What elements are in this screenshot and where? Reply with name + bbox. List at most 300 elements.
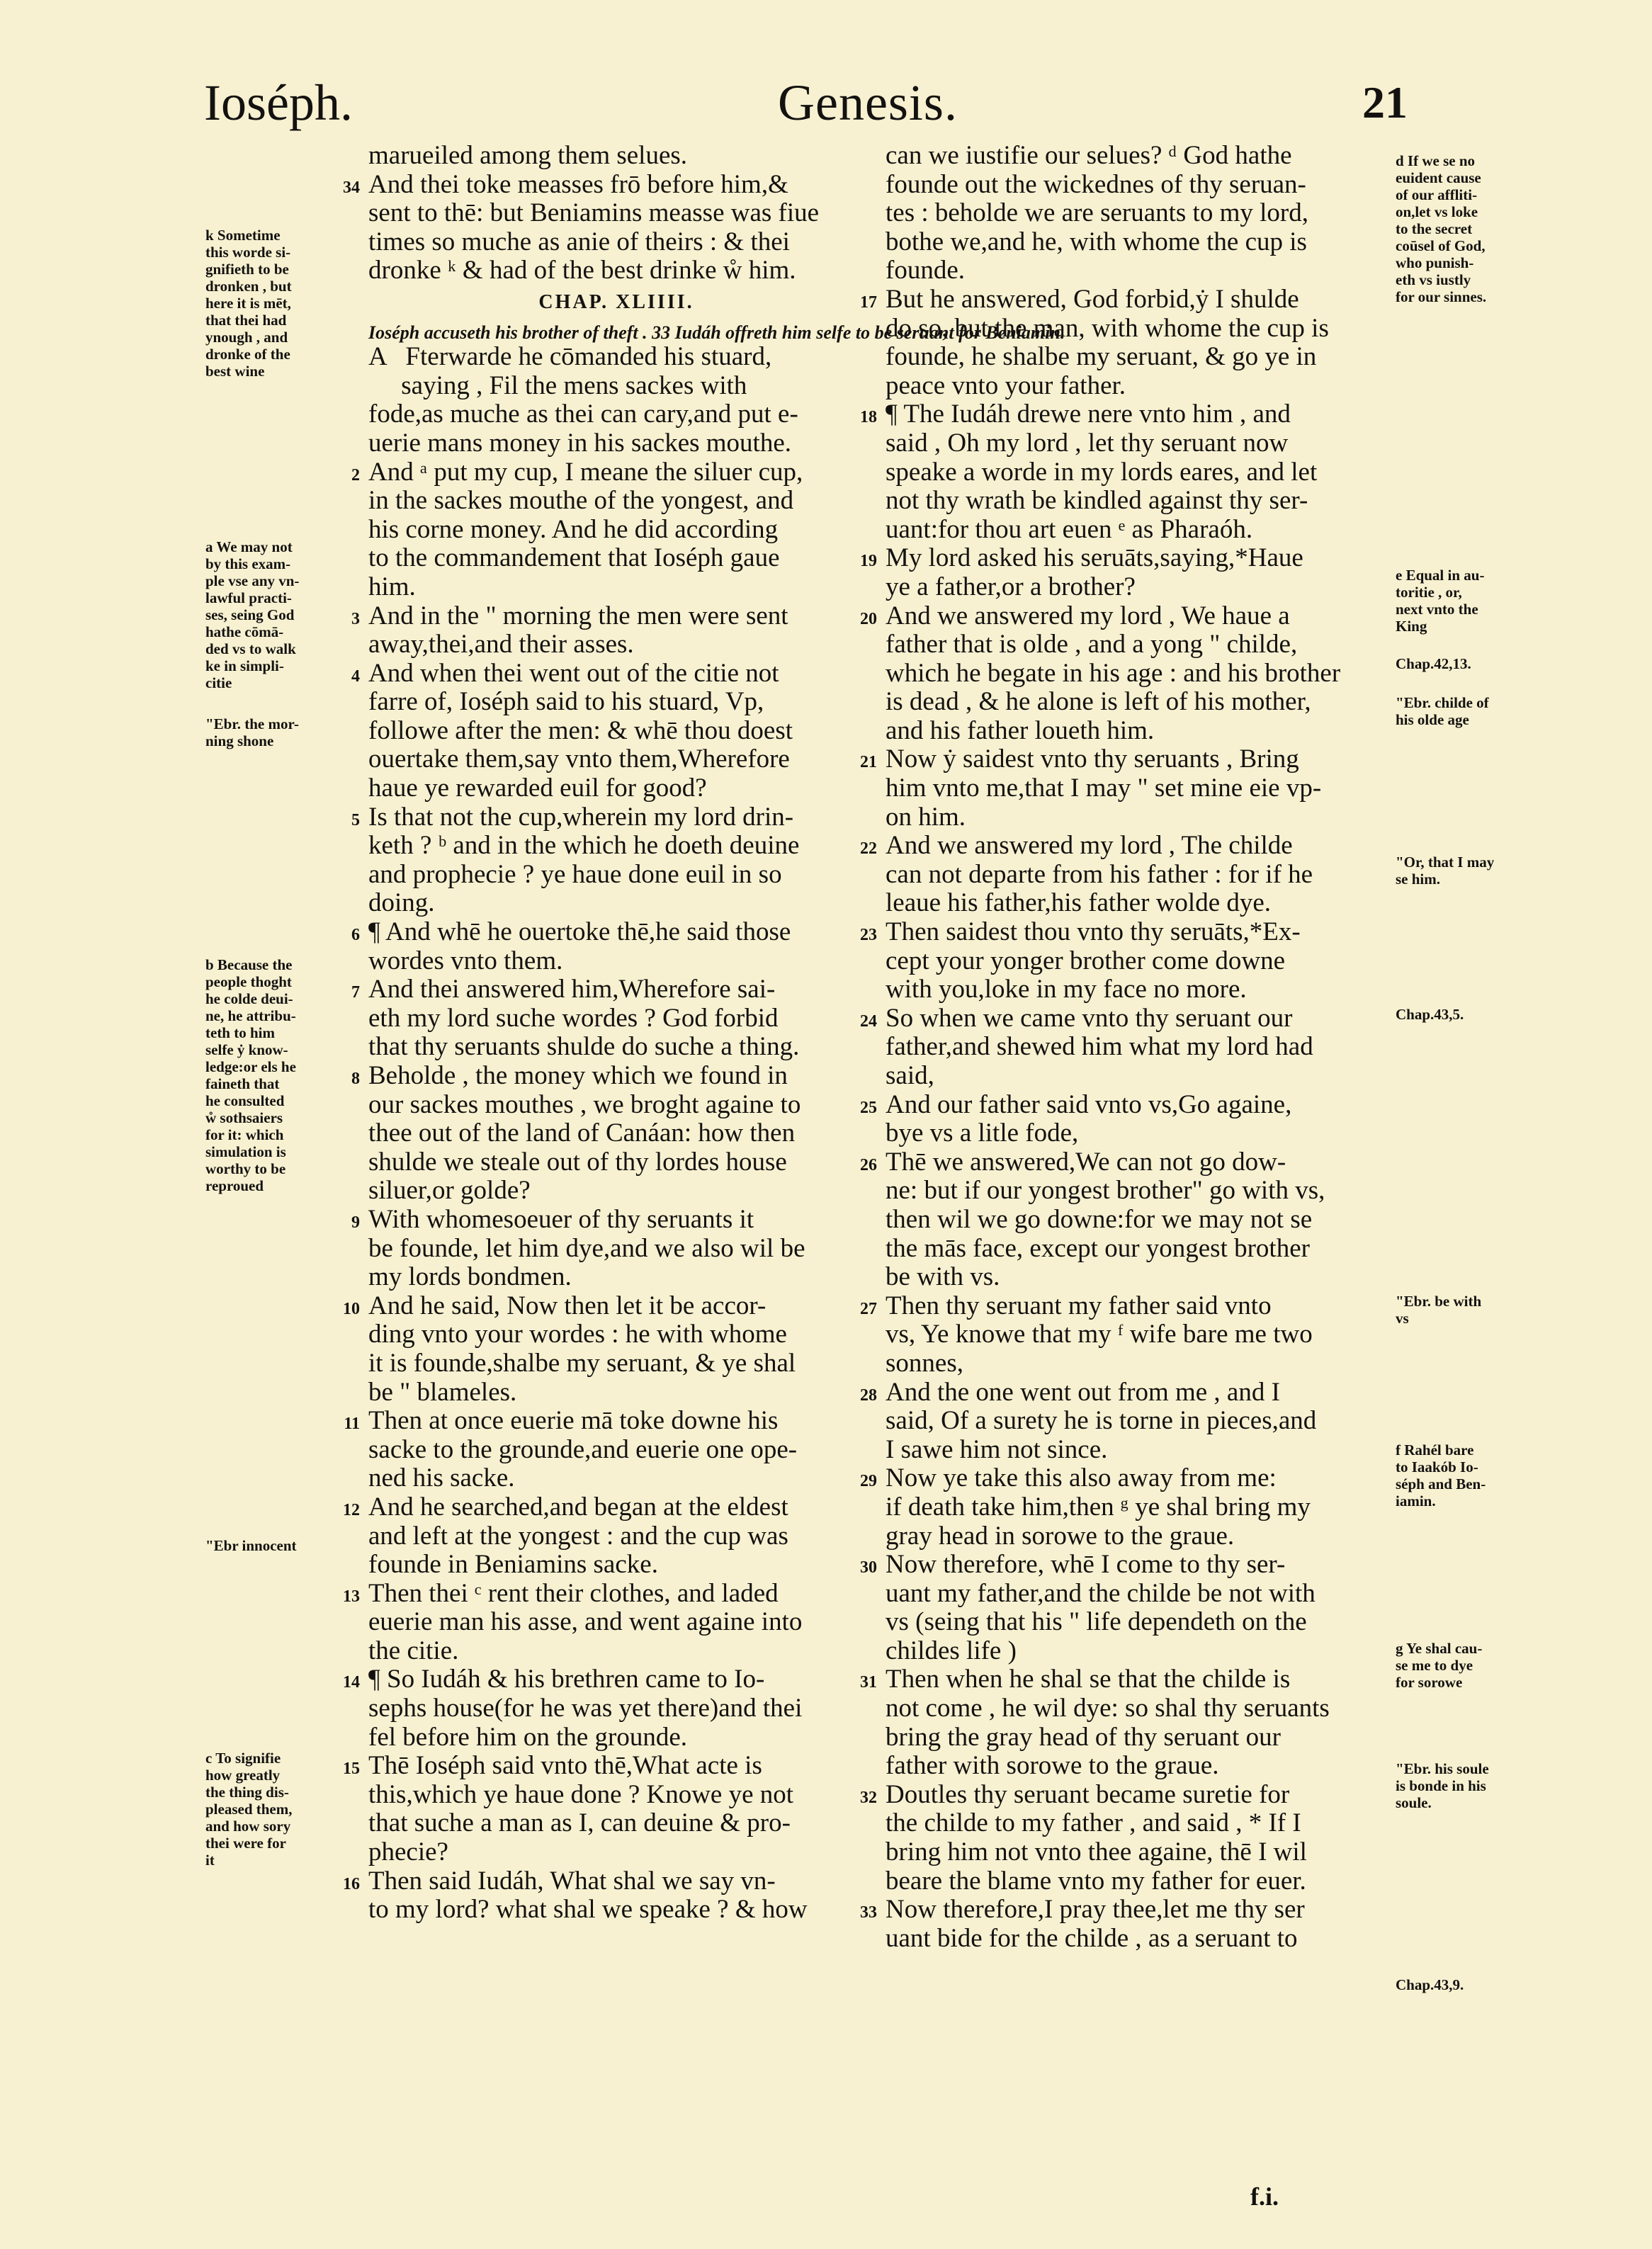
line-text: my lords bondmen. (368, 1262, 572, 1292)
line-text: bye vs a litle fode, (886, 1118, 1079, 1148)
text-line (886, 1637, 1381, 1666)
text-line (351, 1061, 864, 1091)
text-line (886, 688, 1381, 717)
line-text: Then said Iudáh, What shal we say vn- (368, 1866, 776, 1896)
running-head-title: Genesis. (778, 74, 958, 131)
margin-note: Chap.43,9. (1396, 1976, 1464, 1993)
line-text: uant my father,and the childe be not with (886, 1578, 1316, 1608)
line-text: the childe to my father , and said , * If I (886, 1808, 1301, 1838)
text-line (886, 1436, 1381, 1465)
text-line (860, 543, 1381, 573)
text-line (860, 1463, 1381, 1493)
text-line (886, 1723, 1381, 1752)
margin-note: "Or, that I may se him. (1396, 854, 1495, 888)
line-text: sent to thē: but Beniamins measse was fiue (368, 198, 820, 228)
text-line (860, 1147, 1381, 1177)
line-text: wordes vnto them. (368, 946, 563, 975)
text-line (343, 1492, 864, 1522)
text-line (886, 717, 1381, 746)
line-text: And thei toke measses frō before him,& (368, 169, 788, 199)
line-text: Doutles thy seruant became suretie for (886, 1779, 1290, 1809)
text-line (351, 1204, 864, 1235)
text-line (368, 688, 864, 717)
text-line (368, 832, 864, 861)
line-text: And when thei went out of the citie not (368, 658, 779, 688)
line-text: this,which ye haue done ? Knowe ye not (368, 1779, 794, 1809)
verse-number: 3 (351, 609, 360, 628)
text-line (886, 1838, 1381, 1867)
verse-number: 4 (351, 667, 360, 686)
verse-number: 9 (351, 1213, 360, 1232)
line-text: him vnto me,that I may " set mine eie vp- (886, 774, 1322, 803)
line-text: ne: but if our yongest brother" go with vs, (886, 1176, 1325, 1206)
line-text: doing. (368, 888, 435, 918)
text-line (368, 343, 864, 372)
line-text: And thei answered him,Wherefore sai- (368, 975, 776, 1004)
verse-number: 30 (860, 1558, 877, 1577)
line-text: founde. (886, 256, 965, 285)
text-line (368, 630, 864, 659)
line-text: And ᵃ put my cup, I meane the siluer cup, (368, 457, 803, 487)
verse-number: 6 (351, 926, 360, 945)
line-text: My lord asked his seruāts,saying,*Haue (886, 543, 1303, 573)
line-text: founde out the wickednes of thy seruan- (886, 169, 1306, 199)
line-text: uerie mans money in his sackes mouthe. (368, 428, 792, 458)
text-line (368, 1694, 864, 1723)
text-line (344, 1406, 864, 1436)
text-line (886, 1522, 1381, 1551)
line-text: in the sackes mouthe of the yongest, and (368, 486, 794, 516)
line-text: uant:for thou art euen ᵉ as Pharaóh. (886, 514, 1253, 544)
line-text: said , Oh my lord , let thy seruant now (886, 428, 1289, 458)
line-text: Now therefore,I pray thee,let me thy ser (886, 1895, 1305, 1925)
text-line (351, 917, 864, 947)
line-text: the mās face, except our yongest brother (886, 1233, 1310, 1263)
page-number: 21 (1362, 77, 1408, 128)
text-line (351, 658, 864, 689)
line-text: not thy wrath be kindled against thy ser- (886, 486, 1308, 516)
verse-number: 11 (344, 1415, 360, 1434)
verse-number: 8 (351, 1070, 360, 1088)
text-line (351, 457, 864, 487)
line-text: the citie. (368, 1636, 459, 1665)
verse-number: 31 (860, 1673, 877, 1692)
line-text: then wil we go downe:for we may not se (886, 1204, 1313, 1234)
line-text: ouertake them,say vnto them,Wherefore (368, 744, 790, 774)
line-text: his corne money. And he did according (368, 514, 779, 544)
line-text: father,and shewed him what my lord had (886, 1032, 1313, 1062)
text-line (368, 228, 864, 257)
text-line (860, 1779, 1381, 1810)
line-text: is dead , & he alone is left of his mother, (886, 687, 1311, 717)
text-line (860, 1089, 1381, 1120)
text-line (368, 1723, 864, 1752)
line-text: And he said, Now then let it be accor- (368, 1291, 766, 1320)
line-text: that thy seruants shulde do suche a thing. (368, 1032, 800, 1062)
line-text: ding vnto your wordes : he with whome (368, 1320, 787, 1349)
text-line (860, 917, 1381, 947)
line-text: Beholde , the money which we found in (368, 1061, 788, 1090)
line-text: shulde we steale out of thy lordes house (368, 1147, 787, 1177)
text-line (368, 429, 864, 458)
line-text: saying , Fil the mens sackes with (368, 370, 747, 400)
verse-number: 34 (343, 178, 360, 197)
text-line (368, 573, 864, 602)
text-line (860, 1895, 1381, 1925)
margin-note: b Because the people thoght he colde deui- ne, he attribu- teth to him selfe ẏ know- ledge:or els he faineth that he consulted ẘ sothsaiers for it: which simulation is worthy to be reproued (205, 956, 296, 1194)
text-line (886, 975, 1381, 1004)
line-text: father that is olde , and a yong " childe, (886, 630, 1298, 659)
text-line (368, 372, 864, 401)
text-line (368, 1320, 864, 1349)
verse-number: 25 (860, 1098, 877, 1117)
verse-number: 18 (860, 408, 877, 427)
text-line (343, 1291, 864, 1321)
text-line (860, 601, 1381, 631)
text-line (886, 803, 1381, 832)
line-text: haue ye rewarded euil for good? (368, 774, 707, 803)
margin-note: "Ebr. the mor- ning shone (205, 715, 300, 749)
line-text: Now therefore, whē I come to thy ser- (886, 1550, 1286, 1580)
text-line (368, 1148, 864, 1177)
line-text: ye a father,or a brother? (886, 572, 1136, 601)
line-text: Then when he shal se that the childe is (886, 1665, 1291, 1694)
line-text: vs (seing that his " life dependeth on the (886, 1607, 1307, 1637)
line-text: bring the gray head of thy seruant our (886, 1722, 1281, 1752)
verse-number: 27 (860, 1299, 877, 1318)
line-text: times so muche as anie of theirs : & thei (368, 227, 790, 256)
margin-note: Chap.43,5. (1396, 1006, 1464, 1023)
line-text: that suche a man as I, can deuine & pro- (368, 1808, 791, 1838)
text-line (368, 1896, 864, 1925)
text-line (860, 831, 1381, 861)
line-text: gray head in sorowe to the graue. (886, 1521, 1235, 1551)
text-line (886, 1580, 1381, 1609)
text-line (343, 1665, 864, 1694)
text-line (886, 516, 1381, 545)
line-text: founde, he shalbe my seruant, & go ye in (886, 342, 1317, 372)
chapter-summary: Ioséph accuseth his brother of theft . 33 Iudáh offreth him selfe to be seruant for Beniamin. (368, 322, 1065, 343)
line-text: be " blameles. (368, 1377, 517, 1407)
text-line (368, 516, 864, 545)
line-text: father with sorowe to the graue. (886, 1751, 1219, 1781)
text-line (368, 544, 864, 573)
line-text: eth my lord suche wordes ? God forbid (368, 1003, 779, 1033)
line-text: vs, Ye knowe that my ᶠ wife bare me two (886, 1320, 1313, 1349)
margin-note: d If we se no euident cause of our affliti- on,let vs loke to the secret coūsel of God, who punish- eth vs iustly for our sinnes. (1396, 152, 1487, 305)
line-text: beare the blame vnto my father for euer. (886, 1866, 1306, 1896)
verse-number: 16 (343, 1874, 360, 1893)
running-head-left: Ioséph. (204, 74, 353, 131)
line-text: our sackes mouthes , we broght againe to (368, 1089, 801, 1119)
margin-note: a We may not by this exam- ple vse any vn- lawful practi- ses, seing God hathe cōmā- ded vs to walk ke in simpli- citie (205, 538, 300, 691)
verse-number: 10 (343, 1299, 360, 1318)
chapter-heading: CHAP. XLIIII. (538, 290, 694, 313)
line-text: Then thy seruant my father said vnto (886, 1291, 1272, 1320)
verse-number: 22 (860, 839, 877, 859)
line-text: and prophecie ? ye haue done euil in so (368, 859, 782, 889)
text-line (886, 1752, 1381, 1781)
text-line (368, 1177, 864, 1206)
text-line (351, 601, 864, 631)
line-text: if death take him,then ᵍ ye shal bring my (886, 1492, 1311, 1522)
line-text: bothe we,and he, with whome the cup is (886, 227, 1307, 256)
verse-number: 23 (860, 926, 877, 945)
text-line (886, 1263, 1381, 1292)
verse-number: 2 (351, 465, 360, 485)
text-line (886, 573, 1381, 602)
text-line (886, 1608, 1381, 1637)
verse-number: 29 (860, 1472, 877, 1491)
line-text: thee out of the land of Canáan: how then (368, 1118, 796, 1148)
text-line (860, 1291, 1381, 1321)
margin-note: g Ye shal cau- se me to dye for sorowe (1396, 1640, 1483, 1691)
line-text: be founde, let him dye,and we also wil be (368, 1233, 805, 1263)
line-text: on him. (886, 802, 966, 832)
line-text: said, Of a surety he is torne in pieces,and (886, 1406, 1317, 1436)
line-text: Thē we answered,We can not go dow- (886, 1147, 1286, 1177)
line-text: siluer,or golde? (368, 1176, 531, 1206)
text-line (886, 1235, 1381, 1264)
text-line (343, 169, 864, 200)
text-line (368, 861, 864, 890)
text-line (886, 429, 1381, 458)
verse-number: 32 (860, 1788, 877, 1807)
line-text: marueiled among them selues. (368, 141, 688, 170)
text-line (368, 1464, 864, 1493)
text-line (351, 802, 864, 832)
text-line (860, 1003, 1381, 1033)
verse-number: 17 (860, 293, 877, 312)
line-text: fel before him on the grounde. (368, 1722, 688, 1752)
line-text: childes life ) (886, 1636, 1017, 1665)
text-line (886, 256, 1381, 285)
text-line (886, 889, 1381, 918)
line-text: And we answered my lord , The childe (886, 831, 1293, 861)
line-text: and left at the yongest : and the cup was (368, 1521, 788, 1551)
line-text: fode,as muche as thei can cary,and put e- (368, 400, 798, 429)
text-line (368, 487, 864, 516)
line-text: Now ẏ saidest vnto thy seruants , Bring (886, 744, 1299, 774)
verse-number: 15 (343, 1760, 360, 1779)
text-line (368, 1378, 864, 1407)
line-text: ¶ And whē he ouertoke thē,he said those (368, 917, 791, 947)
line-text: him. (368, 572, 416, 601)
verse-number: 33 (860, 1903, 877, 1922)
verse-number: 28 (860, 1386, 877, 1405)
verse-number: 26 (860, 1155, 877, 1174)
text-line (886, 1119, 1381, 1148)
line-text: which he begate in his age : and his brother (886, 658, 1341, 688)
line-text: euerie man his asse, and went againe into (368, 1607, 803, 1637)
verse-number: 13 (343, 1587, 360, 1606)
text-line (886, 630, 1381, 659)
text-line (886, 1925, 1381, 1954)
text-line (368, 1119, 864, 1148)
line-text: And our father said vnto vs,Go againe, (886, 1089, 1292, 1119)
text-line (886, 774, 1381, 803)
text-line (886, 861, 1381, 890)
text-line (351, 975, 864, 1004)
text-line (860, 1550, 1381, 1580)
text-line (368, 889, 864, 918)
text-line (886, 1349, 1381, 1378)
text-line (368, 1263, 864, 1292)
line-text: it is founde,shalbe my seruant, & ye shal (368, 1348, 796, 1378)
verse-number: 14 (343, 1673, 360, 1692)
margin-note: "Ebr. childe of his olde age (1396, 694, 1489, 728)
line-text: ¶ So Iudáh & his brethren came to Io- (368, 1665, 765, 1694)
text-line (886, 1033, 1381, 1062)
verse-number: 7 (351, 983, 360, 1002)
text-line (886, 487, 1381, 516)
text-line (368, 947, 864, 976)
text-line (368, 1838, 864, 1867)
line-text: speake a worde in my lords eares, and let (886, 457, 1318, 487)
text-line (368, 1551, 864, 1580)
text-line (368, 1637, 864, 1666)
text-column-right (860, 141, 1381, 1953)
text-line (886, 1177, 1381, 1206)
line-text: ¶ The Iudáh drewe nere vnto him , and (886, 400, 1291, 429)
line-text: Is that not the cup,wherein my lord drin- (368, 802, 794, 832)
text-line (368, 1608, 864, 1637)
line-text: founde in Beniamins sacke. (368, 1550, 658, 1580)
line-text: dronke ᵏ & had of the best drinke ẘ him. (368, 256, 796, 285)
line-text: uant bide for the childe , as a seruant to (886, 1923, 1298, 1953)
line-text: tes : beholde we are seruants to my lord, (886, 198, 1308, 228)
text-line (886, 1062, 1381, 1091)
text-line (886, 142, 1381, 171)
text-line (860, 1665, 1381, 1694)
line-text: keth ? ᵇ and in the which he doeth deuine (368, 831, 800, 861)
text-line (368, 1781, 864, 1810)
text-line (886, 1867, 1381, 1896)
line-text: With whomesoeuer of thy seruants it (368, 1204, 754, 1234)
line-text: And he searched,and began at the eldest (368, 1492, 788, 1522)
line-text: bring him not vnto thee againe, thē I wil (886, 1837, 1307, 1867)
line-text: Then at once euerie mā toke downe his (368, 1406, 779, 1436)
line-text: Then saidest thou vnto thy seruāts,*Ex- (886, 917, 1301, 947)
text-line (368, 199, 864, 228)
text-line (886, 343, 1381, 372)
line-text: ned his sacke. (368, 1463, 515, 1493)
line-text: But he answered, God forbid,ẏ I shulde (886, 284, 1299, 314)
catchword: f.i. (1250, 2182, 1279, 2211)
text-line (343, 1751, 864, 1781)
line-text: to my lord? what shal we speake ? & how (368, 1895, 808, 1925)
line-text: away,thei,and their asses. (368, 630, 634, 659)
line-text: can not departe from his father : for if he (886, 859, 1313, 889)
line-text: do so, but the man, with whome the cup is (886, 313, 1329, 343)
text-line (886, 1320, 1381, 1349)
line-text: Now ye take this also away from me: (886, 1463, 1277, 1493)
line-text: Then thei ᶜ rent their clothes, and laded (368, 1578, 779, 1608)
line-text: leaue his father,his father wolde dye. (886, 888, 1272, 918)
margin-note: f Rahél bare to Iaakób Io- séph and Ben- iamin. (1396, 1441, 1486, 1509)
verse-number: 5 (351, 810, 360, 829)
margin-note: "Ebr. be with vs (1396, 1293, 1482, 1327)
text-line (886, 171, 1381, 200)
line-text: sephs house(for he was yet there)and thei (368, 1694, 803, 1723)
text-line (343, 1866, 864, 1896)
line-text: with you,loke in my face no more. (886, 975, 1247, 1004)
line-text: said, (886, 1061, 934, 1090)
line-text: farre of, Ioséph said to his stuard, Vp, (368, 687, 764, 717)
text-line (860, 400, 1381, 429)
text-line (368, 1004, 864, 1033)
verse-number: 12 (343, 1500, 360, 1519)
line-text: sonnes, (886, 1348, 963, 1378)
line-text: I sawe him not since. (886, 1434, 1108, 1464)
text-line (886, 947, 1381, 976)
text-line (886, 1694, 1381, 1723)
verse-number: 20 (860, 609, 877, 628)
text-line (368, 142, 864, 171)
text-line (368, 717, 864, 746)
text-line (860, 284, 1381, 315)
line-text: And the one went out from me , and I (886, 1377, 1280, 1407)
text-line (368, 1091, 864, 1120)
line-text: And in the " morning the men were sent (368, 601, 788, 630)
text-line (368, 1349, 864, 1378)
margin-note: k Sometime this worde si- gnifieth to be dronken , but here it is mēt, that thei had ynough , and dronke of the best wine (205, 227, 292, 380)
line-text: can we iustifie our selues? ᵈ God hathe (886, 141, 1292, 170)
text-line (886, 1206, 1381, 1235)
text-line (886, 1809, 1381, 1838)
verse-number: 19 (860, 552, 877, 571)
text-line (368, 400, 864, 429)
line-text: be with vs. (886, 1262, 1000, 1292)
margin-note: Chap.42,13. (1396, 655, 1471, 672)
line-text: phecie? (368, 1837, 448, 1867)
text-line (886, 228, 1381, 257)
text-line (343, 1578, 864, 1609)
line-text: Thē Ioséph said vnto thē,What acte is (368, 1751, 762, 1781)
margin-note: "Ebr. his soule is bonde in his soule. (1396, 1760, 1489, 1811)
text-line (860, 1377, 1381, 1407)
margin-note: c To signifie how greatly the thing dis- pleased them, and how sory thei were for it (205, 1750, 293, 1869)
text-line (886, 1493, 1381, 1522)
line-text: cept your yonger brother come downe (886, 946, 1286, 975)
line-text: sacke to the grounde,and euerie one ope- (368, 1434, 798, 1464)
line-text: followe after the men: & whē thou doest (368, 715, 793, 745)
line-text: to the commandement that Ioséph gaue (368, 543, 780, 573)
text-line (368, 1235, 864, 1264)
text-line (368, 774, 864, 803)
margin-note: e Equal in au- toritie , or, next vnto the King (1396, 567, 1485, 635)
text-line (368, 256, 864, 285)
text-line (368, 1522, 864, 1551)
text-line (886, 458, 1381, 487)
line-text: So when we came vnto thy seruant our (886, 1003, 1293, 1033)
text-line (368, 1809, 864, 1838)
line-text: not come , he wil dye: so shal thy seruants (886, 1694, 1330, 1723)
text-line (886, 315, 1381, 344)
text-line (368, 1436, 864, 1465)
line-text: A Fterwarde he cōmanded his stuard, (368, 342, 772, 372)
text-line (368, 1033, 864, 1062)
verse-number: 24 (860, 1012, 877, 1031)
text-line (886, 372, 1381, 401)
margin-note: "Ebr innocent (205, 1537, 297, 1554)
line-text: peace vnto your father. (886, 370, 1126, 400)
text-line (368, 745, 864, 774)
text-line (860, 744, 1381, 774)
text-line (886, 1407, 1381, 1436)
line-text: And we answered my lord , We haue a (886, 601, 1290, 630)
line-text: and his father loueth him. (886, 715, 1155, 745)
